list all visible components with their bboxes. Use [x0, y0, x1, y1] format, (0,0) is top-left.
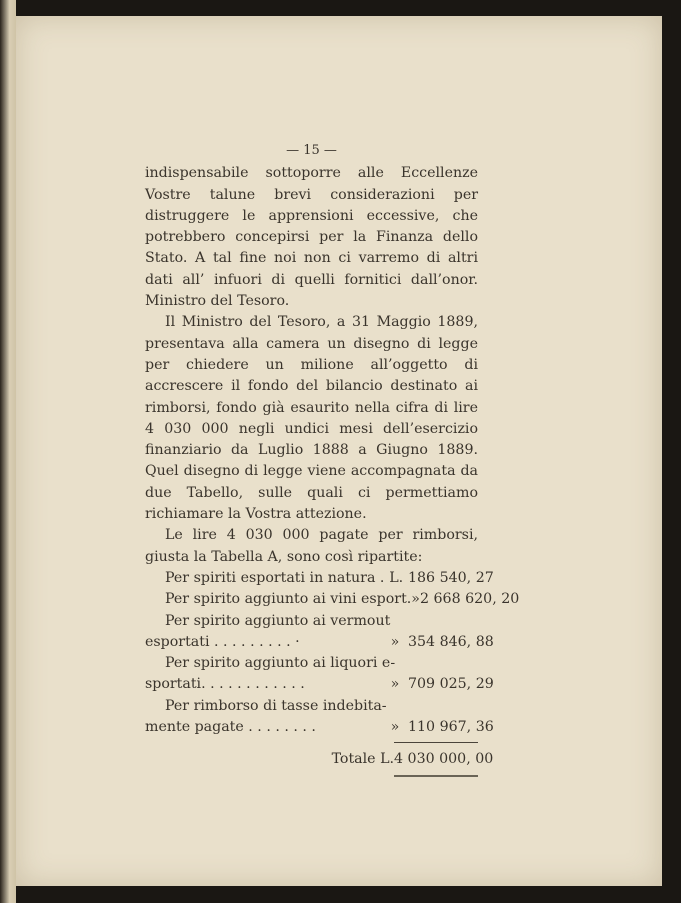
- row-label: Per rimborso di tasse indebita-: [165, 697, 387, 714]
- table-row: [145, 568, 494, 589]
- page-binding-edge: [0, 0, 16, 903]
- row-currency: »: [411, 591, 420, 608]
- total-double-rule: [394, 775, 478, 778]
- row-label-continued: esportati . . . . . . . . . ·: [145, 633, 300, 650]
- expense-table: [145, 568, 520, 778]
- page-text: [145, 140, 520, 778]
- table-row: [145, 717, 494, 738]
- total-amount: 4 030 000, 00: [394, 751, 494, 768]
- row-amount: 186 540, 27: [408, 569, 494, 586]
- row-currency: »: [390, 719, 400, 736]
- paragraph-2: Il Ministro del Tesoro, a 31 Maggio 1889, presentava alla camera un disegno di legge per chiedere un milione all’oggetto di accrescere il fondo del bilancio destinato ai rimborsi, fondo già esaurito nella cifra di lire 4 030 000 negli undici mesi dell’esercizio finanziario da Luglio 1888 a Giugno 1889. Quel disegno di legge viene accompagnata da due Tabello, sulle quali ci permettiamo richiamare la Vostra attezione.: [145, 314, 478, 523]
- row-label: Per spirito aggiunto ai vermout: [165, 612, 391, 629]
- paragraph-3: Le lire 4 030 000 pagate per rimborsi, giusta la Tabella A, sono così ripartite:: [145, 527, 478, 565]
- table-row: [145, 589, 520, 610]
- row-currency: »: [390, 676, 400, 693]
- table-row: [145, 653, 478, 674]
- row-amount: 110 967, 36: [408, 719, 494, 736]
- row-currency: »: [390, 633, 400, 650]
- table-row: [145, 632, 494, 653]
- row-label-continued: sportati. . . . . . . . . . . .: [145, 676, 305, 693]
- row-label: Per spirito aggiunto ai vini esport.: [165, 591, 412, 608]
- table-row: [145, 674, 494, 695]
- table-row: [145, 696, 478, 717]
- row-label: Per spiriti esportati in natura .: [165, 569, 385, 586]
- row-amount: 709 025, 29: [408, 676, 494, 693]
- total-label: Totale L.: [331, 751, 394, 768]
- row-label: Per spirito aggiunto ai liquori e-: [165, 655, 396, 672]
- table-row: [145, 611, 478, 632]
- row-amount: 354 846, 88: [408, 633, 494, 650]
- row-amount: 2 668 620, 20: [419, 591, 520, 608]
- row-currency: L.: [389, 569, 404, 586]
- page-number: — 15 —: [286, 143, 337, 158]
- sum-rule: [394, 742, 478, 743]
- row-label-continued: mente pagate . . . . . . . .: [145, 719, 316, 736]
- total-row: [145, 749, 494, 770]
- paragraph-1: indispensabile sottoporre alle Eccellenze Vostre talune brevi considerazioni per distruggere le apprensioni eccessive, che potrebbero concepirsi per la Finanza dello Stato. A tal fine noi non ci varremo di altri dati all’ infuori di quelli fornitici dall’onor. Ministro del Tesoro.: [145, 165, 478, 310]
